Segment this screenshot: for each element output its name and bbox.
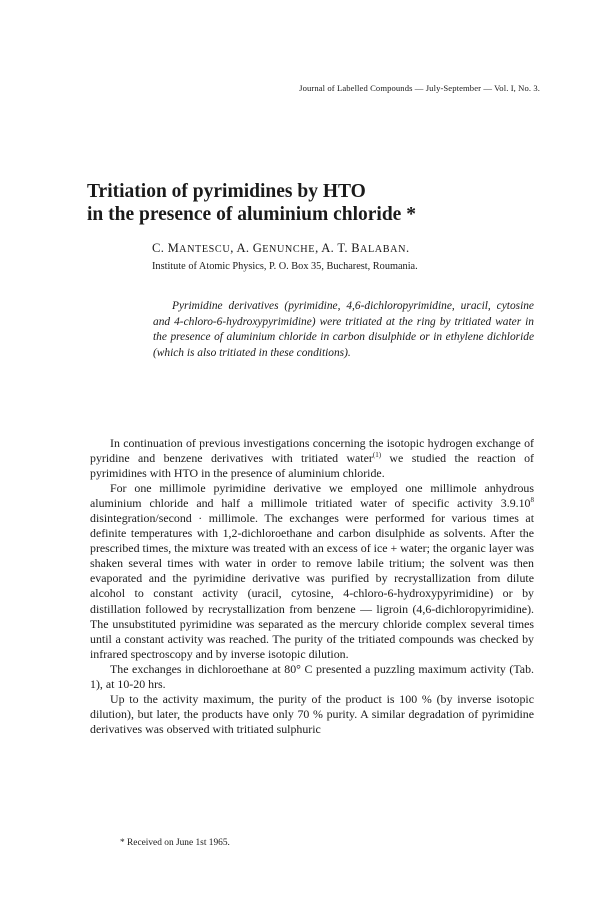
running-head: Journal of Labelled Compounds — July-September — Vol. I, No. 3. <box>299 83 540 93</box>
author-list <box>152 241 532 256</box>
affiliation: Institute of Atomic Physics, P. O. Box 35, Bucharest, Roumania. <box>152 261 418 272</box>
paragraph-1-text-a: In continuation of previous investigations concerning the isotopic hydrogen exchange of pyridine and benzene derivatives with tritiated water <box>90 436 534 466</box>
paragraph-2-text-a: For one millimole pyrimidine derivative we employed one millimole anhydrous aluminium chloride and half a millimole tritiated water of specific activity 3.9.10 <box>90 481 534 511</box>
author-3-surname: ALABAN <box>359 244 407 255</box>
author-separator-1: , A. G <box>230 241 263 255</box>
reference-marker: (1) <box>372 451 382 460</box>
author-2-surname: ENUNCHE <box>262 244 316 255</box>
paragraph-1 <box>90 436 534 481</box>
author-separator-2: , A. T. B <box>315 241 360 255</box>
author-1-initial: C. M <box>152 241 180 255</box>
paragraph-1-text-b: we studied the reaction of pyrimidines with HTO in the presence of aluminium chloride. <box>90 451 534 481</box>
exponent: 8 <box>530 496 534 505</box>
author-list-end: . <box>406 241 410 255</box>
paragraph-4: Up to the activity maximum, the purity of the product is 100 % (by inverse isotopic dilution), but later, the products have only 70 % purity. A similar degradation of pyrimidine derivatives was observed with tritiated sulphuric <box>90 691 534 736</box>
author-1-surname: ANTESCU <box>179 244 231 255</box>
paragraph-2-text-b: disintegration/second · millimole. The exchanges were performed for various times at definite temperatures with 1,2-dichloroethane and carbon disulphide as solvents. After the prescribed times, the mixture was treated with an excess of ice + water; the organic layer was shaken several times with water in order to remove labile tritium; the solvent was then evaporated and the pyrimidine derivative was purified by recrystallization from dilute alcohol to constant activity (uracil, cytosine, 4-chloro-6-hydroxypyrimidine) or by distillation followed by recrystallization from benzene — ligroin (4,6-dichloropyrimidine). The unsubstituted pyrimidine was separated as the mercury chloride complex several times until a constant activity was reached. The purity of the tritiated compounds was checked by infrared spectroscopy and by inverse isotopic dilution. <box>90 511 534 661</box>
abstract: Pyrimidine derivatives (pyrimidine, 4,6-dichloropyrimidine, uracil, cytosine and 4-chloro-6-hydroxypyrimidine) were tritiated at the ring by tritiated water in the presence of aluminium chloride in carbon disulphide or in ethylene dichloride (which is also tritiated in these conditions). <box>153 300 534 359</box>
paragraph-3: The exchanges in dichloroethane at 80° C presented a puzzling maximum activity (Tab. 1), at 10-20 hrs. <box>90 661 534 691</box>
paragraph-2 <box>90 481 534 662</box>
footnote: * Received on June 1st 1965. <box>120 838 230 848</box>
article-body <box>90 436 534 737</box>
article-title <box>87 180 547 226</box>
title-line-2: in the presence of aluminium chloride * <box>87 204 416 225</box>
title-line-1: Tritiation of pyrimidines by HTO <box>87 181 366 202</box>
